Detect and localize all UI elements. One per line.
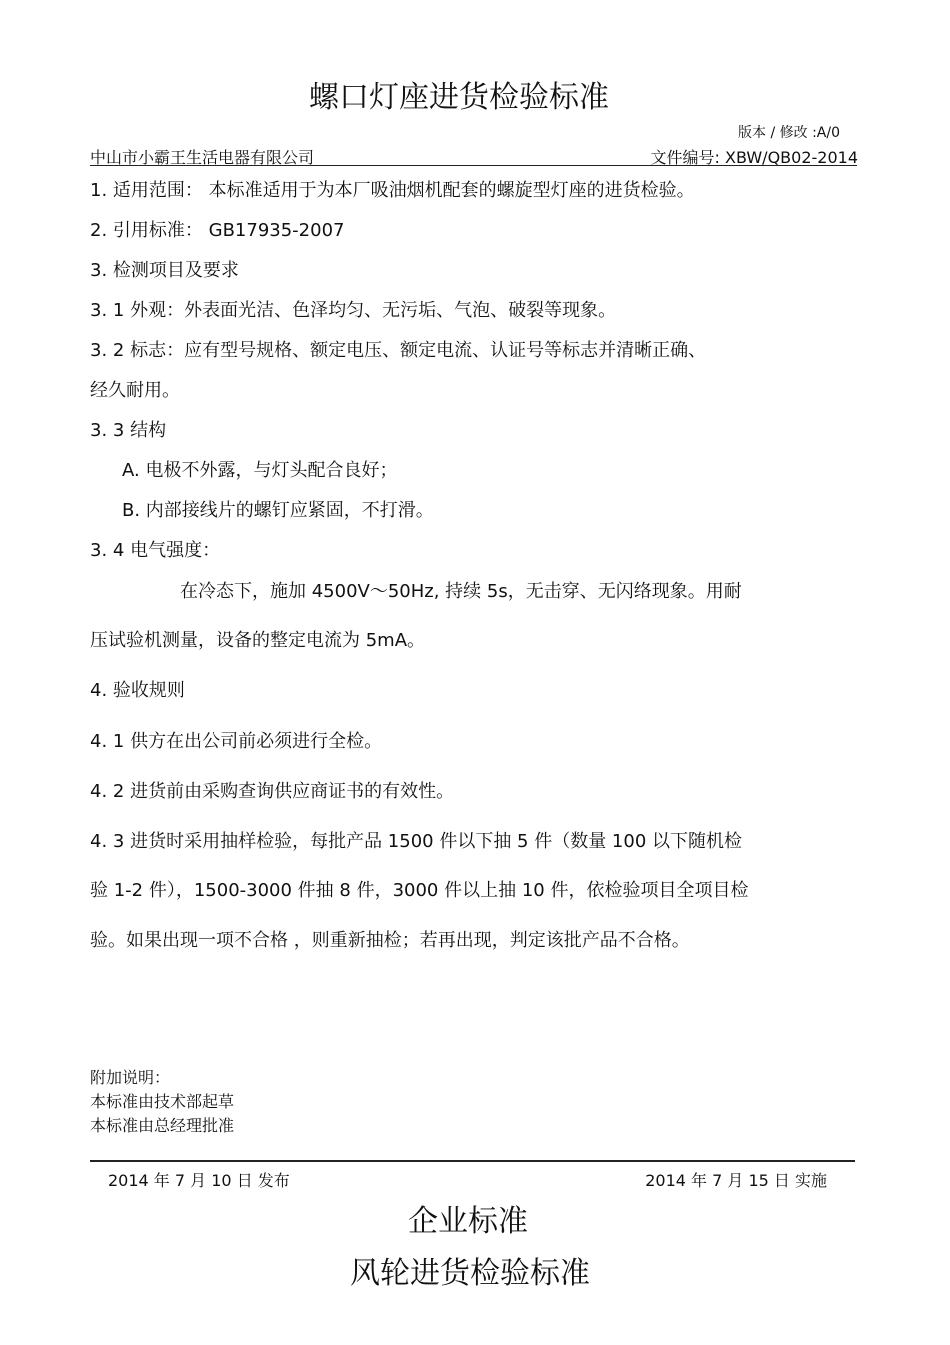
structure-point-a: A. 电极不外露，与灯头配合良好； [122, 460, 398, 481]
rule-certificate-check: 4. 2 进货前由采购查询供应商证书的有效性。 [90, 781, 455, 802]
item-marking-continued: 经久耐用。 [90, 380, 180, 401]
notes-approved-by: 本标准由总经理批准 [90, 1116, 235, 1135]
item-structure: 3. 3 结构 [90, 420, 167, 441]
rule-sampling-conclusion: 验。如果出现一项不合格 ，则重新抽检；若再出现，判定该批产品不合格。 [90, 930, 690, 951]
electric-strength-text-continued: 压试验机测量，设备的整定电流为 5mA。 [90, 630, 426, 651]
next-document-title: 风轮进货检验标准 [350, 1256, 590, 1291]
section-test-items: 3. 检测项目及要求 [90, 260, 239, 281]
notes-drafted-by: 本标准由技术部起草 [90, 1092, 235, 1111]
version-info: 版本 / 修改 :A/0 [738, 125, 840, 141]
item-marking: 3. 2 标志：应有型号规格、额定电压、额定电流、认证号等标志并清晰正确、 [90, 340, 707, 361]
section-scope: 1. 适用范围： 本标准适用于为本厂吸油烟机配套的螺旋型灯座的进货检验。 [90, 180, 695, 201]
rule-sampling-continued: 验 1-2 件），1500-3000 件抽 8 件，3000 件以上抽 10 件，依检验项目全项目检 [90, 880, 749, 901]
additional-notes [90, 1066, 234, 1138]
footer-divider [90, 1160, 855, 1162]
section-acceptance-rules: 4. 验收规则 [90, 680, 185, 701]
rule-sampling: 4. 3 进货时采用抽样检验，每批产品 1500 件以下抽 5 件（数量 100 以下随机检 [90, 831, 743, 852]
document-number: 文件编号: XBW/QB02-2014 [650, 148, 858, 167]
rule-full-inspection: 4. 1 供方在出公司前必须进行全检。 [90, 731, 383, 752]
notes-heading: 附加说明： [90, 1068, 171, 1087]
effective-date: 2014 年 7 月 15 日 实施 [645, 1171, 827, 1190]
issue-date: 2014 年 7 月 10 日 发布 [108, 1171, 290, 1190]
section-reference-standard: 2. 引用标准： GB17935-2007 [90, 220, 345, 241]
document-title: 螺口灯座进货检验标准 [309, 80, 609, 115]
structure-point-b: B. 内部接线片的螺钉应紧固，不打滑。 [122, 500, 434, 521]
item-electric-strength: 3. 4 电气强度： [90, 540, 221, 561]
electric-strength-text: 在冷态下，施加 4500V～50Hz, 持续 5s，无击穿、无闪络现象。用耐 [180, 581, 742, 602]
enterprise-standard-label: 企业标准 [408, 1204, 528, 1239]
item-appearance: 3. 1 外观：外表面光洁、色泽均匀、无污垢、气泡、破裂等现象。 [90, 300, 617, 321]
company-name: 中山市小霸王生活电器有限公司 [90, 148, 315, 167]
header-divider [90, 165, 857, 166]
